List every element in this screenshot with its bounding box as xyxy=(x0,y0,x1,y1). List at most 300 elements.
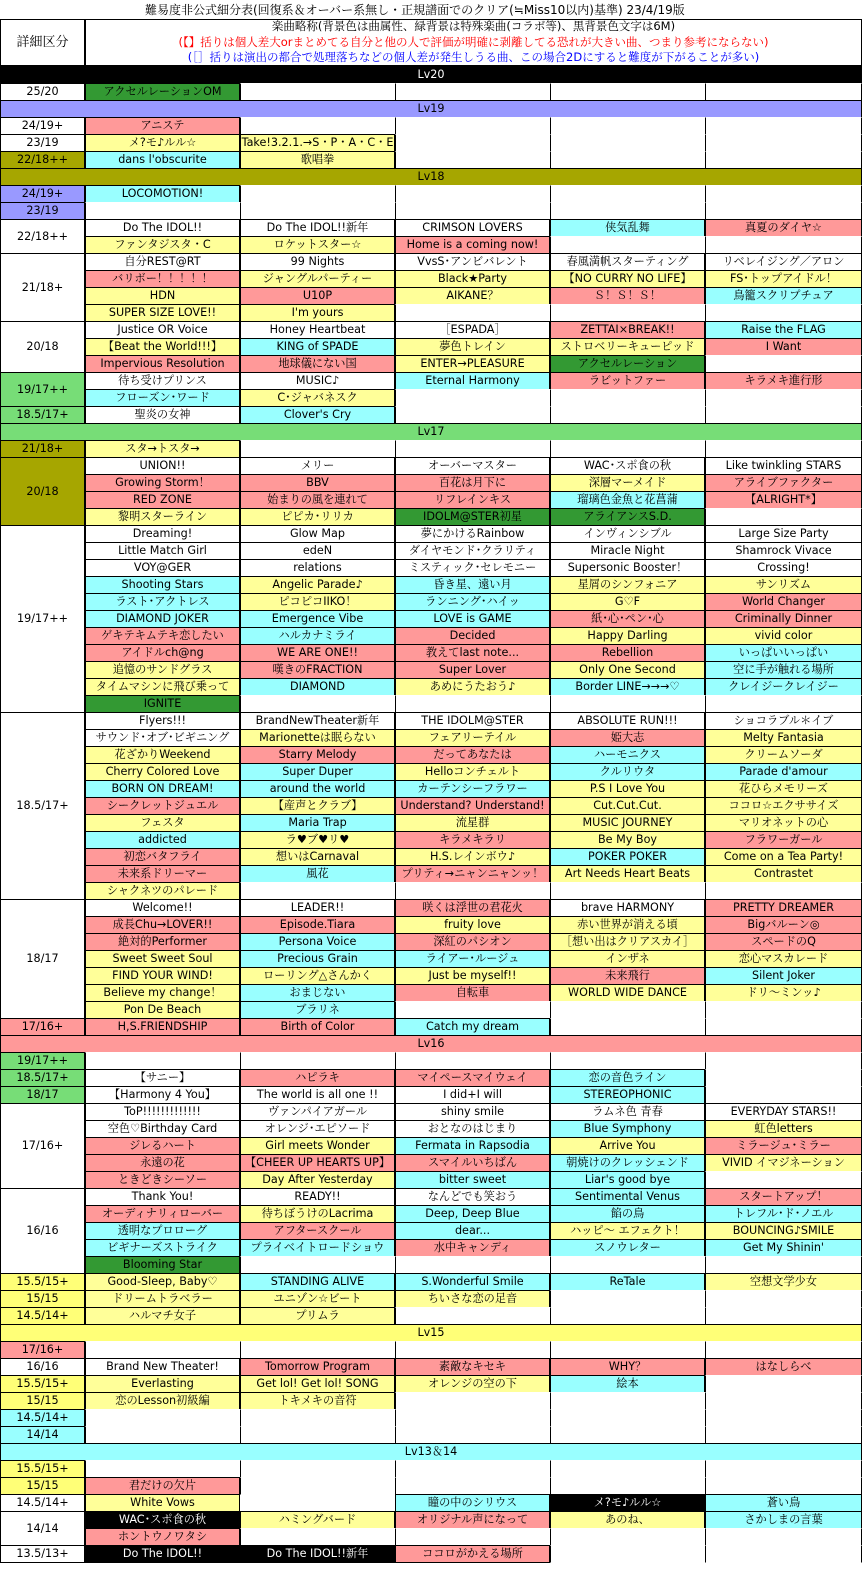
song-cell[interactable]: KING of SPADE xyxy=(240,338,395,356)
song-cell[interactable]: edeN xyxy=(240,542,395,560)
song-cell[interactable]: 恋心マスカレード xyxy=(705,950,862,968)
tier-label-31[interactable]: 17/16+ xyxy=(0,1341,85,1359)
tier-label-22[interactable]: 19/17++ xyxy=(0,1052,85,1070)
header-label[interactable]: 詳細区分 xyxy=(0,19,85,66)
song-cell[interactable]: LOVE is GAME xyxy=(395,610,550,628)
song-cell[interactable]: Catch my dream xyxy=(395,1018,550,1036)
song-cell[interactable]: フェスタ xyxy=(85,814,240,832)
song-cell[interactable]: 瞳の中のシリウス xyxy=(395,1494,550,1512)
song-cell[interactable]: スペードのQ xyxy=(705,933,862,951)
song-cell[interactable]: Shamrock Vivace xyxy=(705,542,862,560)
song-cell[interactable]: 自転車 xyxy=(395,984,550,1002)
song-cell[interactable]: 絵本 xyxy=(550,1375,705,1393)
song-cell[interactable]: Contrastet xyxy=(705,865,862,883)
song-cell[interactable]: さかしまの言葉 xyxy=(705,1511,862,1529)
song-cell[interactable]: 夢にかけるRainbow xyxy=(395,525,550,543)
song-cell[interactable]: AIKANE？ xyxy=(395,287,550,305)
song-cell[interactable]: 虹色letters xyxy=(705,1120,862,1138)
song-cell[interactable]: Glow Map xyxy=(240,525,395,543)
song-cell[interactable]: アイドルch@ng xyxy=(85,644,240,662)
tier-label-9[interactable]: 22/18++ xyxy=(0,219,85,254)
song-cell[interactable]: サウンド･オブ･ビギニング xyxy=(85,729,240,747)
song-cell[interactable]: あめにうたおう♪ xyxy=(395,678,550,696)
song-cell[interactable]: オリジナル声になって xyxy=(395,1511,550,1529)
song-cell[interactable]: オレンジの空の下 xyxy=(395,1375,550,1393)
song-cell[interactable]: なんどでも笑おう xyxy=(395,1188,550,1206)
song-cell[interactable]: DIAMOND JOKER xyxy=(85,610,240,628)
song-cell[interactable]: Only One Second xyxy=(550,661,705,679)
song-cell[interactable]: Come on a Tea Party! xyxy=(705,848,862,866)
song-cell[interactable]: Like twinkling STARS xyxy=(705,457,862,475)
song-cell[interactable]: 百花は月下に xyxy=(395,474,550,492)
song-cell[interactable]: vivid color xyxy=(705,627,862,645)
song-cell[interactable]: MUSIC♪ xyxy=(240,372,395,390)
tier-label-36[interactable]: 14/14 xyxy=(0,1426,85,1444)
song-cell[interactable]: H.S.レインボウ♪ xyxy=(395,848,550,866)
song-cell[interactable]: S.Wonderful Smile xyxy=(395,1273,550,1291)
song-cell[interactable]: The world is all one !! xyxy=(240,1086,395,1104)
song-cell[interactable]: 未来飛行 xyxy=(550,967,705,985)
song-cell[interactable]: プリムラ xyxy=(240,1307,395,1325)
tier-label-28[interactable]: 15/15 xyxy=(0,1290,85,1308)
song-cell[interactable]: Impervious Resolution xyxy=(85,355,240,373)
song-cell[interactable]: Everlasting xyxy=(85,1375,240,1393)
song-cell[interactable]: オーディナリィローバー xyxy=(85,1205,240,1223)
song-cell[interactable]: IGNITE xyxy=(85,695,240,713)
song-cell[interactable]: スノウレター xyxy=(550,1239,705,1257)
song-cell[interactable]: 空に手が触れる場所 xyxy=(705,661,862,679)
song-cell[interactable]: ジャングルパーティー xyxy=(240,270,395,288)
song-cell[interactable]: Precious Grain xyxy=(240,950,395,968)
tier-label-25[interactable]: 17/16+ xyxy=(0,1103,85,1189)
song-cell[interactable]: BrandNewTheater新年 xyxy=(240,712,395,730)
song-cell[interactable]: 初恋バタフライ xyxy=(85,848,240,866)
tier-label-11[interactable]: 20/18 xyxy=(0,321,85,373)
song-cell[interactable]: C･ジャバネスク xyxy=(240,389,395,407)
song-cell[interactable]: Arrive You xyxy=(550,1137,705,1155)
song-cell[interactable]: Border LINE→→→♡ xyxy=(550,678,705,696)
song-cell[interactable]: ハピラキ xyxy=(240,1069,395,1087)
song-cell[interactable]: CRIMSON LOVERS xyxy=(395,219,550,237)
song-cell[interactable]: Take!3.2.1.→S・P・A・C・E xyxy=(240,134,395,152)
song-cell[interactable]: ピピカ･リリカ xyxy=(240,508,395,526)
song-cell[interactable]: 侠気乱舞 xyxy=(550,219,705,237)
song-cell[interactable]: addicted xyxy=(85,831,240,849)
level-header-37[interactable]: Lv13＆14 xyxy=(0,1443,862,1461)
song-cell[interactable]: Art Needs Heart Beats xyxy=(550,865,705,883)
song-cell[interactable]: Liar's good bye xyxy=(550,1171,705,1189)
song-cell[interactable]: 【サニー】 xyxy=(85,1069,240,1087)
song-cell[interactable]: Cherry Colored Love xyxy=(85,763,240,781)
song-cell[interactable]: Home is a coming now! xyxy=(395,236,550,254)
song-cell[interactable]: スマイルいちばん xyxy=(395,1154,550,1172)
song-cell[interactable]: DIAMOND xyxy=(240,678,395,696)
song-cell[interactable]: あのね、 xyxy=(550,1511,705,1529)
song-cell[interactable]: Helloコンチェルト xyxy=(395,763,550,781)
song-cell[interactable]: UNION!! xyxy=(85,457,240,475)
song-cell[interactable]: ［想い出はクリアスカイ］ xyxy=(550,933,705,951)
song-cell[interactable]: 聖炎の女神 xyxy=(85,406,240,424)
song-cell[interactable]: ホントウノワタシ xyxy=(85,1528,240,1546)
song-cell[interactable]: Pon De Beach xyxy=(85,1001,240,1019)
song-cell[interactable]: 成長Chu→LOVER!! xyxy=(85,916,240,934)
song-cell[interactable]: 【産声とクラブ】 xyxy=(240,797,395,815)
song-cell[interactable]: 昏き星、遠い月 xyxy=(395,576,550,594)
song-cell[interactable]: Deep, Deep Blue xyxy=(395,1205,550,1223)
song-cell[interactable]: 君だけの欠片 xyxy=(85,1477,240,1495)
song-cell[interactable]: カーテンシーフラワー xyxy=(395,780,550,798)
song-cell[interactable]: メリー xyxy=(240,457,395,475)
song-cell[interactable]: 自分REST@RT xyxy=(85,253,240,271)
song-cell[interactable]: ビギナーズストライク xyxy=(85,1239,240,1257)
song-cell[interactable]: トレフル･ド･ノエル xyxy=(705,1205,862,1223)
song-cell[interactable]: FIND YOUR WIND! xyxy=(85,967,240,985)
song-cell[interactable]: I'm yours xyxy=(240,304,395,322)
level-header-2[interactable]: Lv19 xyxy=(0,100,862,118)
song-cell[interactable]: ストロベリーキューピッド xyxy=(550,338,705,356)
song-cell[interactable]: 歌唱拳 xyxy=(240,151,395,169)
song-cell[interactable]: 黎明スターライン xyxy=(85,508,240,526)
song-cell[interactable]: メ?モ♪ルル☆ xyxy=(85,134,240,152)
song-cell[interactable]: STEREOPHONIC xyxy=(550,1086,705,1104)
song-cell[interactable]: U10P xyxy=(240,287,395,305)
song-cell[interactable]: キラメキ進行形 xyxy=(705,372,862,390)
song-cell[interactable]: Criminally Dinner xyxy=(705,610,862,628)
song-cell[interactable]: 深層マーメイド xyxy=(550,474,705,492)
song-cell[interactable]: POKER POKER xyxy=(550,848,705,866)
level-header-6[interactable]: Lv18 xyxy=(0,168,862,186)
level-header-14[interactable]: Lv17 xyxy=(0,423,862,441)
song-cell[interactable]: いっぱいいっぱい xyxy=(705,644,862,662)
song-cell[interactable]: HDN xyxy=(85,287,240,305)
song-cell[interactable]: マリオネットの心 xyxy=(705,814,862,832)
song-cell[interactable]: おとなのはじまり xyxy=(395,1120,550,1138)
song-cell[interactable]: アニステ xyxy=(85,117,240,135)
song-cell[interactable]: G♡F xyxy=(550,593,705,611)
song-cell[interactable]: 花ざかりWeekend xyxy=(85,746,240,764)
song-cell[interactable]: トキメキの音符 xyxy=(240,1392,395,1410)
song-cell[interactable]: ユニゾン☆ビート xyxy=(240,1290,395,1308)
song-cell[interactable]: WHY？ xyxy=(550,1358,705,1376)
song-cell[interactable]: 99 Nights xyxy=(240,253,395,271)
song-cell[interactable]: Ｓ！Ｓ！Ｓ！ xyxy=(550,287,705,305)
song-cell[interactable]: アライブファクター xyxy=(705,474,862,492)
song-cell[interactable]: ロケットスター☆ xyxy=(240,236,395,254)
song-cell[interactable]: BBV xyxy=(240,474,395,492)
song-cell[interactable]: ランニング･ハイッ xyxy=(395,593,550,611)
level-header-21[interactable]: Lv16 xyxy=(0,1035,862,1053)
level-header-0[interactable]: Lv20 xyxy=(0,66,862,84)
song-cell[interactable]: Get My Shinin' xyxy=(705,1239,862,1257)
song-cell[interactable]: White Vows xyxy=(85,1494,240,1512)
song-cell[interactable]: Crossing! xyxy=(705,559,862,577)
song-cell[interactable]: Believe my change！ xyxy=(85,984,240,1002)
song-cell[interactable]: タイムマシンに飛び乗って xyxy=(85,678,240,696)
song-cell[interactable]: Dreaming! xyxy=(85,525,240,543)
song-cell[interactable]: 教えてlast note... xyxy=(395,644,550,662)
song-cell[interactable]: オレンジ･エピソード xyxy=(240,1120,395,1138)
song-cell[interactable]: シークレットジュエル xyxy=(85,797,240,815)
song-cell[interactable]: 紙･心･ペン･心 xyxy=(550,610,705,628)
song-cell[interactable]: EVERYDAY STARS!! xyxy=(705,1103,862,1121)
song-cell[interactable]: 瑠璃色金魚と花菖蒲 xyxy=(550,491,705,509)
song-cell[interactable]: VvsS･アンビバレント xyxy=(395,253,550,271)
song-cell[interactable]: ［ESPADA］ xyxy=(395,321,550,339)
tier-label-7[interactable]: 24/19+ xyxy=(0,185,85,203)
song-cell[interactable]: スタ→トスタ→ xyxy=(85,440,240,458)
song-cell[interactable]: インヴィンシブル xyxy=(550,525,705,543)
song-cell[interactable]: 赤い世界が消える頃 xyxy=(550,916,705,934)
header-notes[interactable] xyxy=(85,19,862,66)
song-cell[interactable]: Raise the FLAG xyxy=(705,321,862,339)
tier-label-26[interactable]: 16/16 xyxy=(0,1188,85,1274)
song-cell[interactable]: H,S.FRIENDSHIP xyxy=(85,1018,240,1036)
song-cell[interactable]: リフレインキス xyxy=(395,491,550,509)
song-cell[interactable]: Flyers!!! xyxy=(85,712,240,730)
song-cell[interactable]: サンリズム xyxy=(705,576,862,594)
song-cell[interactable]: THE IDOLM@STER xyxy=(395,712,550,730)
song-cell[interactable]: Parade d'amour xyxy=(705,763,862,781)
song-cell[interactable]: ABSOLUTE RUN!!! xyxy=(550,712,705,730)
song-cell[interactable]: 未来系ドリーマー xyxy=(85,865,240,883)
tier-label-20[interactable]: 17/16+ xyxy=(0,1018,85,1036)
song-cell[interactable]: I Want xyxy=(705,338,862,356)
song-cell[interactable]: 咲くは浮世の君花火 xyxy=(395,899,550,917)
song-cell[interactable]: フラワーガール xyxy=(705,831,862,849)
song-cell[interactable]: ミスティック･セレモニー xyxy=(395,559,550,577)
tier-label-12[interactable]: 19/17++ xyxy=(0,372,85,407)
song-cell[interactable]: ENTER→PLEASURE xyxy=(395,355,550,373)
song-cell[interactable]: Day After Yesterday xyxy=(240,1171,395,1189)
song-cell[interactable]: ちいさな恋の足音 xyxy=(395,1290,550,1308)
tier-label-23[interactable]: 18.5/17+ xyxy=(0,1069,85,1087)
song-cell[interactable]: フローズン･ワード xyxy=(85,389,240,407)
song-cell[interactable]: 空色♡Birthday Card xyxy=(85,1120,240,1138)
song-cell[interactable]: Cut.Cut.Cut. xyxy=(550,797,705,815)
song-cell[interactable]: Thank You! xyxy=(85,1188,240,1206)
song-cell[interactable]: Large Size Party xyxy=(705,525,862,543)
tier-label-32[interactable]: 16/16 xyxy=(0,1358,85,1376)
song-cell[interactable]: Clover's Cry xyxy=(240,406,395,424)
song-cell[interactable]: インザネ xyxy=(550,950,705,968)
song-cell[interactable]: Super Duper xyxy=(240,763,395,781)
song-cell[interactable]: 恋の音色ライン xyxy=(550,1069,705,1087)
song-cell[interactable]: 朝焼けのクレッシェンド xyxy=(550,1154,705,1172)
song-cell[interactable]: fruity love xyxy=(395,916,550,934)
song-cell[interactable]: WORLD WIDE DANCE xyxy=(550,984,705,1002)
song-cell[interactable]: アクセルレーション xyxy=(550,355,705,373)
tier-label-40[interactable]: 14.5/14+ xyxy=(0,1494,85,1512)
song-cell[interactable]: ファンタジスタ・C xyxy=(85,236,240,254)
song-cell[interactable]: Eternal Harmony xyxy=(395,372,550,390)
song-cell[interactable]: Brand New Theater! xyxy=(85,1358,240,1376)
tier-label-24[interactable]: 18/17 xyxy=(0,1086,85,1104)
song-cell[interactable]: bitter sweet xyxy=(395,1171,550,1189)
tier-label-34[interactable]: 15/15 xyxy=(0,1392,85,1410)
song-cell[interactable]: Tomorrow Program xyxy=(240,1358,395,1376)
song-cell[interactable]: Super Lover xyxy=(395,661,550,679)
song-cell[interactable]: Do The IDOL!! xyxy=(85,1545,240,1563)
song-cell[interactable]: クレイジークレイジー xyxy=(705,678,862,696)
song-cell[interactable]: SUPER SIZE LOVE!! xyxy=(85,304,240,322)
tier-label-17[interactable]: 19/17++ xyxy=(0,525,85,713)
song-cell[interactable]: Miracle Night xyxy=(550,542,705,560)
tier-label-33[interactable]: 15.5/15+ xyxy=(0,1375,85,1393)
song-cell[interactable]: WE ARE ONE!! xyxy=(240,644,395,662)
song-cell[interactable]: Shooting Stars xyxy=(85,576,240,594)
song-cell[interactable]: ジレるハート xyxy=(85,1137,240,1155)
song-cell[interactable]: Silent Joker xyxy=(705,967,862,985)
song-cell[interactable]: LEADER!! xyxy=(240,899,395,917)
song-cell[interactable]: アフタースクール xyxy=(240,1222,395,1240)
song-cell[interactable]: Happy Darling xyxy=(550,627,705,645)
tier-label-35[interactable]: 14.5/14+ xyxy=(0,1409,85,1427)
tier-label-41[interactable]: 14/14 xyxy=(0,1511,85,1546)
tier-label-16[interactable]: 20/18 xyxy=(0,457,85,526)
song-cell[interactable]: スタートアップ！ xyxy=(705,1188,862,1206)
song-cell[interactable]: dear... xyxy=(395,1222,550,1240)
song-cell[interactable]: 姫大志 xyxy=(550,729,705,747)
song-cell[interactable]: Girl meets Wonder xyxy=(240,1137,395,1155)
song-cell[interactable]: PRETTY DREAMER xyxy=(705,899,862,917)
song-cell[interactable]: 真夏のダイヤ☆ xyxy=(705,219,862,237)
song-cell[interactable]: VOY@GER xyxy=(85,559,240,577)
tier-label-38[interactable]: 15.5/15+ xyxy=(0,1460,85,1478)
song-cell[interactable]: だってあなたは xyxy=(395,746,550,764)
song-cell[interactable]: ラムネ色 青春 xyxy=(550,1103,705,1121)
song-cell[interactable]: BORN ON DREAM! xyxy=(85,780,240,798)
song-cell[interactable]: 空想文学少女 xyxy=(705,1273,862,1291)
song-cell[interactable]: ラ♥ブ♥リ♥ xyxy=(240,831,395,849)
song-cell[interactable]: LOCOMOTION! xyxy=(85,185,240,203)
song-cell[interactable]: IDOLM@STER初星 xyxy=(395,508,550,526)
song-cell[interactable]: 【CHEER UP HEARTS UP】 xyxy=(240,1154,395,1172)
song-cell[interactable]: ハミングバード xyxy=(240,1511,395,1529)
song-cell[interactable]: Welcome!! xyxy=(85,899,240,917)
song-cell[interactable]: 深紅のパシオン xyxy=(395,933,550,951)
song-cell[interactable]: メ?モ♪ルル☆ xyxy=(550,1494,705,1512)
song-cell[interactable]: ハーモニクス xyxy=(550,746,705,764)
song-cell[interactable]: オーバーマスター xyxy=(395,457,550,475)
tier-label-8[interactable]: 23/19 xyxy=(0,202,85,220)
song-cell[interactable]: 夢色トレイン xyxy=(395,338,550,356)
song-cell[interactable]: shiny smile xyxy=(395,1103,550,1121)
tier-label-10[interactable]: 21/18+ xyxy=(0,253,85,322)
tier-label-13[interactable]: 18.5/17+ xyxy=(0,406,85,424)
song-cell[interactable]: FS･トップアイドル！ xyxy=(705,270,862,288)
song-cell[interactable]: ZETTAI×BREAK!! xyxy=(550,321,705,339)
song-cell[interactable]: ローリング△さんかく xyxy=(240,967,395,985)
tier-label-5[interactable]: 22/18++ xyxy=(0,151,85,169)
song-cell[interactable]: 想いはCarnaval xyxy=(240,848,395,866)
song-cell[interactable]: 鳥籠スクリプチュア xyxy=(705,287,862,305)
song-cell[interactable]: Emergence Vibe xyxy=(240,610,395,628)
tier-label-3[interactable]: 24/19+ xyxy=(0,117,85,135)
song-cell[interactable]: 【Harmony 4 You】 xyxy=(85,1086,240,1104)
song-cell[interactable]: はなしらべ xyxy=(705,1358,862,1376)
song-cell[interactable]: ラスト･アクトレス xyxy=(85,593,240,611)
song-cell[interactable]: ピコピコIIKO！ xyxy=(240,593,395,611)
song-cell[interactable]: ダイヤモンド･クラリティ xyxy=(395,542,550,560)
song-cell[interactable]: プライベイトロードショウ xyxy=(240,1239,395,1257)
song-cell[interactable]: Do The IDOL!!新年 xyxy=(240,1545,395,1563)
song-cell[interactable]: クルリウタ xyxy=(550,763,705,781)
song-cell[interactable]: Understand? Understand! xyxy=(395,797,550,815)
song-cell[interactable]: Supersonic Booster！ xyxy=(550,559,705,577)
song-cell[interactable]: brave HARMONY xyxy=(550,899,705,917)
song-cell[interactable]: 素敵なキセキ xyxy=(395,1358,550,1376)
song-cell[interactable]: Do The IDOL!! xyxy=(85,219,240,237)
song-cell[interactable]: ゲキテキムテキ恋したい xyxy=(85,627,240,645)
song-cell[interactable]: Maria Trap xyxy=(240,814,395,832)
song-cell[interactable]: クリームソーダ xyxy=(705,746,862,764)
song-cell[interactable]: 地球儀にない国 xyxy=(240,355,395,373)
tier-label-39[interactable]: 15/15 xyxy=(0,1477,85,1495)
song-cell[interactable]: Little Match Girl xyxy=(85,542,240,560)
song-cell[interactable]: ショコラブル＊イブ xyxy=(705,712,862,730)
song-cell[interactable]: 【ALRIGHT*】 xyxy=(705,491,862,509)
song-cell[interactable]: ReTale xyxy=(550,1273,705,1291)
song-cell[interactable]: 絶対的Performer xyxy=(85,933,240,951)
song-cell[interactable]: WAC･スポ食の秋 xyxy=(85,1511,240,1529)
song-cell[interactable]: Justice OR Voice xyxy=(85,321,240,339)
song-cell[interactable]: Persona Voice xyxy=(240,933,395,951)
song-cell[interactable]: アライアンスS.D. xyxy=(550,508,705,526)
song-cell[interactable]: Birth of Color xyxy=(240,1018,395,1036)
song-cell[interactable]: Melty Fantasia xyxy=(705,729,862,747)
song-cell[interactable]: World Changer xyxy=(705,593,862,611)
song-cell[interactable]: リベレイジング／アロン xyxy=(705,253,862,271)
song-cell[interactable]: WAC･スポ食の秋 xyxy=(550,457,705,475)
tier-label-15[interactable]: 21/18+ xyxy=(0,440,85,458)
song-cell[interactable]: ハッピ～ エフェクト！ xyxy=(550,1222,705,1240)
song-cell[interactable]: ドリームトラベラー xyxy=(85,1290,240,1308)
song-cell[interactable]: READY!! xyxy=(240,1188,395,1206)
song-cell[interactable]: Growing Storm！ xyxy=(85,474,240,492)
song-cell[interactable]: MUSIC JOURNEY xyxy=(550,814,705,832)
tier-label-1[interactable]: 25/20 xyxy=(0,83,85,101)
tier-label-4[interactable]: 23/19 xyxy=(0,134,85,152)
song-cell[interactable]: ラビットファー xyxy=(550,372,705,390)
song-cell[interactable]: around the world xyxy=(240,780,395,798)
song-cell[interactable]: Get lol! Get lol! SONG xyxy=(240,1375,395,1393)
tier-label-42[interactable]: 13.5/13+ xyxy=(0,1545,85,1563)
song-cell[interactable]: 餡の鳥 xyxy=(550,1205,705,1223)
song-cell[interactable]: ライアー･ルージュ xyxy=(395,950,550,968)
song-cell[interactable]: STANDING ALIVE xyxy=(240,1273,395,1291)
song-cell[interactable]: ドリ〜ミンッ♪ xyxy=(705,984,862,1002)
tier-label-29[interactable]: 14.5/14+ xyxy=(0,1307,85,1325)
level-header-30[interactable]: Lv15 xyxy=(0,1324,862,1342)
song-cell[interactable]: Good-Sleep, Baby♡ xyxy=(85,1273,240,1291)
song-cell[interactable]: ハルカナミライ xyxy=(240,627,395,645)
song-cell[interactable]: マイペースマイウェイ xyxy=(395,1069,550,1087)
song-cell[interactable]: P.S I Love You xyxy=(550,780,705,798)
song-cell[interactable]: 花ひらメモリーズ xyxy=(705,780,862,798)
song-cell[interactable]: ハルマチ女子 xyxy=(85,1307,240,1325)
song-cell[interactable]: 風花 xyxy=(240,865,395,883)
song-cell[interactable]: 水中キャンディ xyxy=(395,1239,550,1257)
song-cell[interactable]: キラメキラリ xyxy=(395,831,550,849)
song-cell[interactable]: Blue Symphony xyxy=(550,1120,705,1138)
song-cell[interactable]: VIVID イマジネーション xyxy=(705,1154,862,1172)
sheet-title[interactable]: 難易度非公式細分表(回復系＆オーバー系無し・正規譜面でのクリア(≒Miss10以内)基準) 23/4/19版 xyxy=(145,2,685,17)
song-cell[interactable]: 春風満帆スターティング xyxy=(550,253,705,271)
song-cell[interactable]: 蒼い鳥 xyxy=(705,1494,862,1512)
song-cell[interactable]: Black★Party xyxy=(395,270,550,288)
song-cell[interactable]: 待ち受けプリンス xyxy=(85,372,240,390)
song-cell[interactable]: ときどきシーソー xyxy=(85,1171,240,1189)
